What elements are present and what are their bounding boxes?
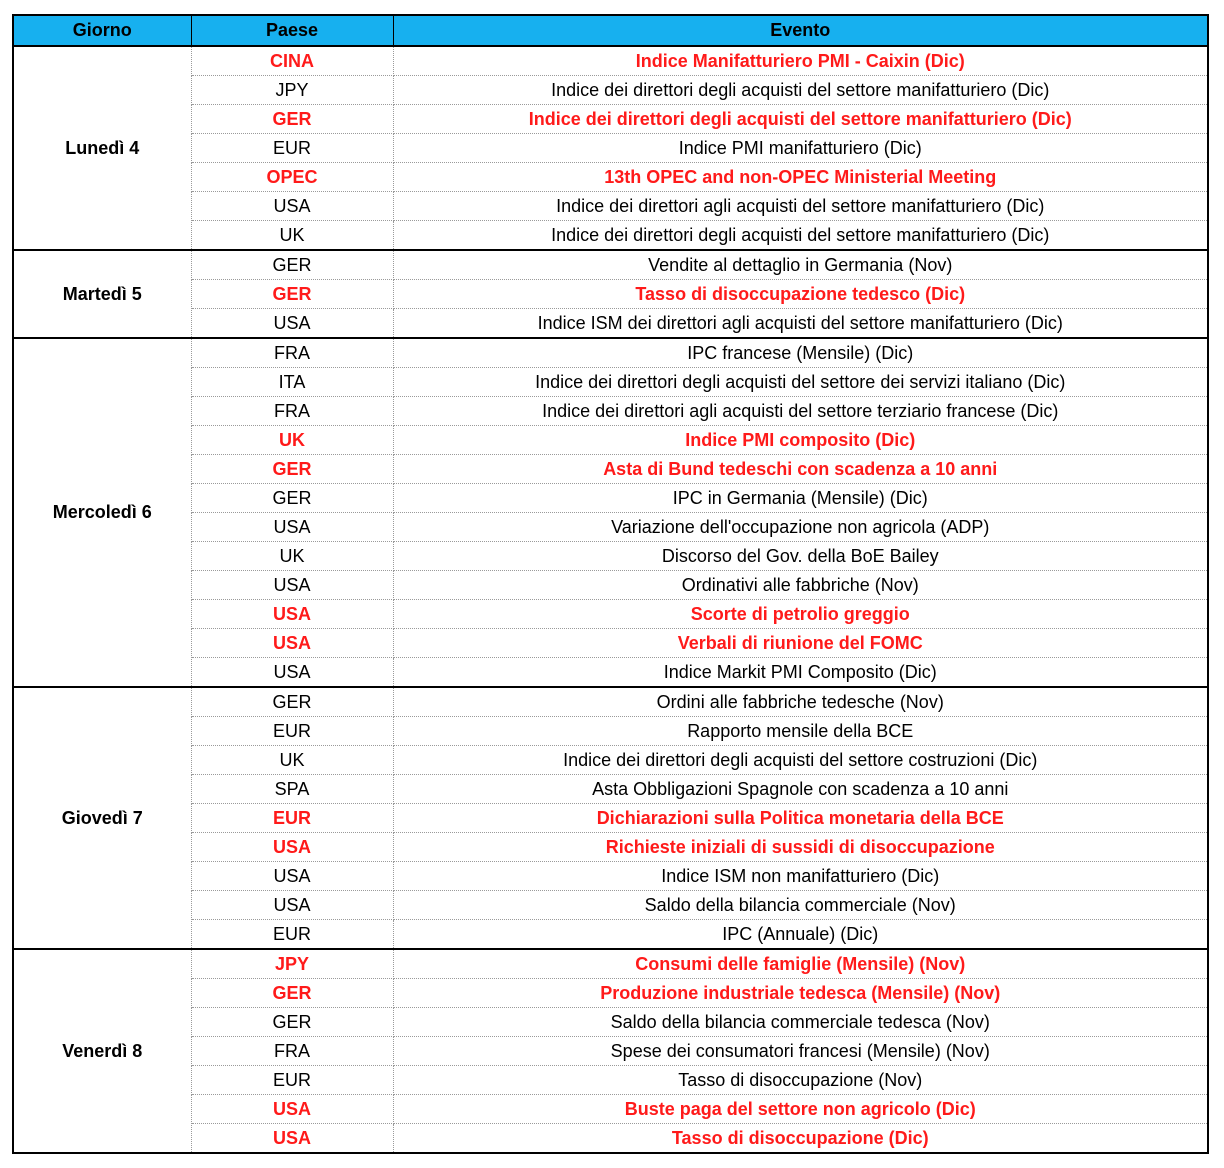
- table-row: [13, 658, 1208, 688]
- table-row: [13, 717, 1208, 746]
- column-header-event: Evento: [393, 15, 1208, 46]
- event-cell: Richieste iniziali di sussidi di disoccupazione: [393, 833, 1208, 862]
- country-cell: JPY: [191, 949, 393, 979]
- event-cell: Dichiarazioni sulla Politica monetaria della BCE: [393, 804, 1208, 833]
- event-cell: Indice ISM dei direttori agli acquisti del settore manifatturiero (Dic): [393, 309, 1208, 339]
- country-cell: USA: [191, 891, 393, 920]
- event-cell: Rapporto mensile della BCE: [393, 717, 1208, 746]
- table-row: [13, 368, 1208, 397]
- country-cell: UK: [191, 426, 393, 455]
- country-cell: GER: [191, 105, 393, 134]
- event-cell: Variazione dell'occupazione non agricola (ADP): [393, 513, 1208, 542]
- country-cell: GER: [191, 979, 393, 1008]
- table-row: [13, 134, 1208, 163]
- event-cell: Saldo della bilancia commerciale (Nov): [393, 891, 1208, 920]
- country-cell: UK: [191, 221, 393, 251]
- country-cell: USA: [191, 1124, 393, 1154]
- table-row: [13, 1124, 1208, 1154]
- country-cell: EUR: [191, 134, 393, 163]
- table-row: [13, 920, 1208, 950]
- event-cell: Consumi delle famiglie (Mensile) (Nov): [393, 949, 1208, 979]
- event-cell: Spese dei consumatori francesi (Mensile) (Nov): [393, 1037, 1208, 1066]
- table-row: [13, 687, 1208, 717]
- table-row: [13, 513, 1208, 542]
- event-cell: Tasso di disoccupazione (Nov): [393, 1066, 1208, 1095]
- event-cell: Ordini alle fabbriche tedesche (Nov): [393, 687, 1208, 717]
- header-row: [13, 15, 1208, 46]
- event-cell: Indice ISM non manifatturiero (Dic): [393, 862, 1208, 891]
- table-row: [13, 571, 1208, 600]
- event-cell: IPC (Annuale) (Dic): [393, 920, 1208, 950]
- event-cell: Asta di Bund tedeschi con scadenza a 10 anni: [393, 455, 1208, 484]
- table-row: [13, 221, 1208, 251]
- day-cell: Martedì 5: [13, 250, 191, 338]
- country-cell: FRA: [191, 1037, 393, 1066]
- table-row: [13, 542, 1208, 571]
- table-row: [13, 397, 1208, 426]
- country-cell: UK: [191, 542, 393, 571]
- country-cell: USA: [191, 571, 393, 600]
- country-cell: GER: [191, 455, 393, 484]
- country-cell: CINA: [191, 46, 393, 76]
- event-cell: Indice Markit PMI Composito (Dic): [393, 658, 1208, 688]
- country-cell: EUR: [191, 804, 393, 833]
- event-cell: Vendite al dettaglio in Germania (Nov): [393, 250, 1208, 280]
- country-cell: GER: [191, 250, 393, 280]
- country-cell: USA: [191, 1095, 393, 1124]
- country-cell: UK: [191, 746, 393, 775]
- event-cell: Produzione industriale tedesca (Mensile) (Nov): [393, 979, 1208, 1008]
- table-row: [13, 280, 1208, 309]
- day-cell: Venerdì 8: [13, 949, 191, 1153]
- event-cell: Tasso di disoccupazione (Dic): [393, 1124, 1208, 1154]
- country-cell: ITA: [191, 368, 393, 397]
- table-row: [13, 1095, 1208, 1124]
- country-cell: USA: [191, 862, 393, 891]
- table-row: [13, 949, 1208, 979]
- country-cell: USA: [191, 658, 393, 688]
- table-row: [13, 46, 1208, 76]
- country-cell: GER: [191, 687, 393, 717]
- country-cell: USA: [191, 600, 393, 629]
- table-row: [13, 629, 1208, 658]
- event-cell: Ordinativi alle fabbriche (Nov): [393, 571, 1208, 600]
- country-cell: OPEC: [191, 163, 393, 192]
- country-cell: USA: [191, 629, 393, 658]
- event-cell: Scorte di petrolio greggio: [393, 600, 1208, 629]
- event-cell: IPC in Germania (Mensile) (Dic): [393, 484, 1208, 513]
- event-cell: Indice PMI manifatturiero (Dic): [393, 134, 1208, 163]
- table-row: [13, 862, 1208, 891]
- table-row: [13, 775, 1208, 804]
- event-cell: Buste paga del settore non agricolo (Dic): [393, 1095, 1208, 1124]
- table-row: [13, 979, 1208, 1008]
- country-cell: EUR: [191, 717, 393, 746]
- table-row: [13, 1066, 1208, 1095]
- table-row: [13, 455, 1208, 484]
- column-header-day: Giorno: [13, 15, 191, 46]
- event-cell: Asta Obbligazioni Spagnole con scadenza a 10 anni: [393, 775, 1208, 804]
- table-row: [13, 891, 1208, 920]
- table-row: [13, 484, 1208, 513]
- economic-calendar-table: [12, 14, 1209, 1154]
- table-row: [13, 338, 1208, 368]
- country-cell: USA: [191, 513, 393, 542]
- table-body: [13, 46, 1208, 1153]
- table-row: [13, 426, 1208, 455]
- event-cell: 13th OPEC and non-OPEC Ministerial Meeting: [393, 163, 1208, 192]
- table-row: [13, 250, 1208, 280]
- table-row: [13, 163, 1208, 192]
- country-cell: FRA: [191, 338, 393, 368]
- table-row: [13, 1008, 1208, 1037]
- event-cell: Indice dei direttori agli acquisti del settore terziario francese (Dic): [393, 397, 1208, 426]
- country-cell: USA: [191, 833, 393, 862]
- country-cell: GER: [191, 1008, 393, 1037]
- table-header: [13, 15, 1208, 46]
- table-row: [13, 746, 1208, 775]
- event-cell: Indice dei direttori degli acquisti del settore manifatturiero (Dic): [393, 105, 1208, 134]
- event-cell: Verbali di riunione del FOMC: [393, 629, 1208, 658]
- event-cell: Indice dei direttori degli acquisti del settore manifatturiero (Dic): [393, 221, 1208, 251]
- day-cell: Mercoledì 6: [13, 338, 191, 687]
- event-cell: Tasso di disoccupazione tedesco (Dic): [393, 280, 1208, 309]
- event-cell: Indice dei direttori agli acquisti del settore manifatturiero (Dic): [393, 192, 1208, 221]
- country-cell: SPA: [191, 775, 393, 804]
- country-cell: USA: [191, 309, 393, 339]
- table-row: [13, 804, 1208, 833]
- event-cell: Indice dei direttori degli acquisti del settore manifatturiero (Dic): [393, 76, 1208, 105]
- table-row: [13, 309, 1208, 339]
- event-cell: Indice Manifatturiero PMI - Caixin (Dic): [393, 46, 1208, 76]
- country-cell: EUR: [191, 1066, 393, 1095]
- table-row: [13, 1037, 1208, 1066]
- country-cell: GER: [191, 484, 393, 513]
- country-cell: EUR: [191, 920, 393, 950]
- day-cell: Lunedì 4: [13, 46, 191, 250]
- table-row: [13, 600, 1208, 629]
- table-row: [13, 105, 1208, 134]
- table-row: [13, 76, 1208, 105]
- column-header-country: Paese: [191, 15, 393, 46]
- country-cell: FRA: [191, 397, 393, 426]
- table-row: [13, 833, 1208, 862]
- country-cell: GER: [191, 280, 393, 309]
- country-cell: JPY: [191, 76, 393, 105]
- event-cell: Indice dei direttori degli acquisti del settore costruzioni (Dic): [393, 746, 1208, 775]
- day-cell: Giovedì 7: [13, 687, 191, 949]
- event-cell: IPC francese (Mensile) (Dic): [393, 338, 1208, 368]
- event-cell: Discorso del Gov. della BoE Bailey: [393, 542, 1208, 571]
- event-cell: Indice dei direttori degli acquisti del settore dei servizi italiano (Dic): [393, 368, 1208, 397]
- event-cell: Indice PMI composito (Dic): [393, 426, 1208, 455]
- table-row: [13, 192, 1208, 221]
- event-cell: Saldo della bilancia commerciale tedesca (Nov): [393, 1008, 1208, 1037]
- country-cell: USA: [191, 192, 393, 221]
